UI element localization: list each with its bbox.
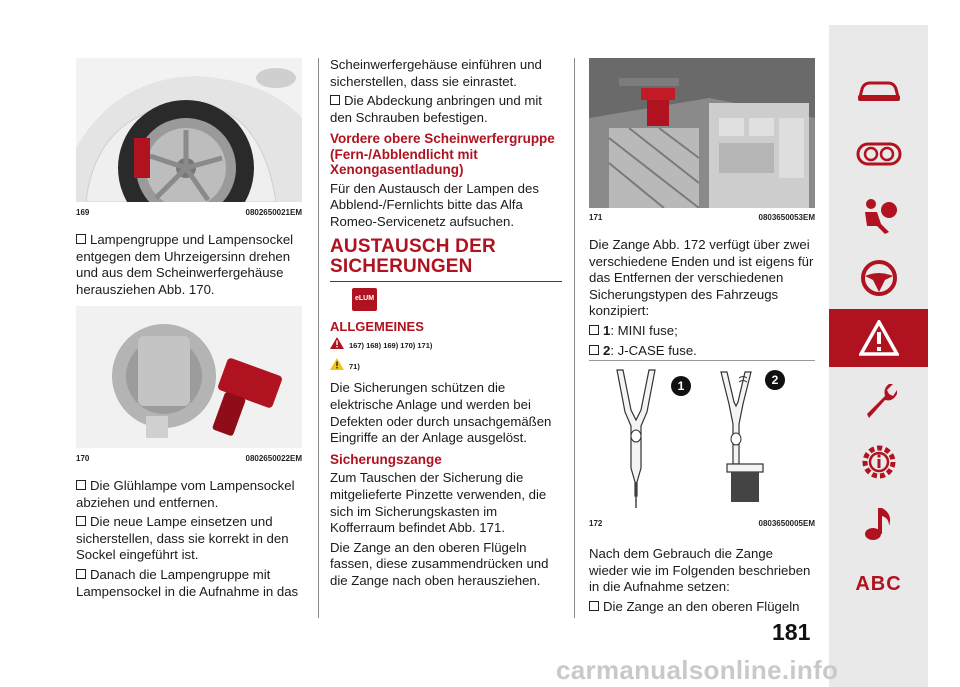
- paragraph: Nach dem Gebrauch die Zange wieder wie im Folgenden beschrieben in die Aufnahme setzen:: [589, 546, 811, 595]
- page-number: 181: [772, 619, 811, 645]
- sidebar-abc-label: ABC: [855, 572, 902, 595]
- figure-169-caption: [76, 208, 302, 217]
- figure-171-fuse-box: [589, 58, 815, 208]
- checkbox-bullet-icon: [76, 516, 86, 526]
- sidebar-warning-icon[interactable]: [829, 309, 928, 367]
- bullet-item: Die Zange an den oberen Flügeln: [589, 599, 815, 616]
- warning-reference-row-2: [330, 358, 562, 377]
- figure-172-code: 0803650005EM: [758, 519, 815, 528]
- bullet-item: Die Glühlampe vom Lampensockel abziehen und entfernen.: [76, 478, 295, 510]
- subsection-heading: Vordere obere Scheinwerfergruppe (Fern-/Abblendlicht mit Xenongasentladung): [330, 131, 555, 178]
- left-text-block-1: [76, 232, 302, 301]
- middle-column: [330, 57, 562, 592]
- bullet-item: Die Abdeckung anbringen und mit den Schrauben befestigen.: [330, 93, 542, 125]
- elum-badge-label: eLUM: [355, 295, 375, 303]
- figure-divider: [589, 360, 815, 361]
- watermark: carmanualsonline.info: [556, 655, 839, 685]
- checkbox-bullet-icon: [589, 345, 599, 355]
- figure-169-code: 0802650021EM: [245, 208, 302, 217]
- list-item-jcase-fuse: 2: J-CASE fuse.: [589, 343, 815, 360]
- figure-169-wheel-arch: [76, 58, 302, 202]
- figure-172-number: 172: [589, 519, 603, 528]
- figure-171-caption: [589, 213, 815, 222]
- sidebar-car-icon[interactable]: [829, 63, 928, 121]
- figure-169-number: 169: [76, 208, 90, 217]
- paragraph: Scheinwerfergehäuse einführen und sicherstellen, dass sie einrastet.: [330, 57, 542, 89]
- column-divider: [574, 58, 575, 618]
- section-rule: [330, 281, 562, 283]
- caution-triangle-icon: [330, 358, 344, 377]
- sidebar-music-note-icon[interactable]: [829, 495, 928, 553]
- marker-2: 2: [771, 373, 779, 387]
- checkbox-bullet-icon: [76, 480, 86, 490]
- puller-jcase-end: [721, 372, 763, 472]
- checkbox-bullet-icon: [76, 569, 86, 579]
- figure-170-lamp-socket: [76, 306, 302, 448]
- sidebar-steering-wheel-icon[interactable]: [829, 249, 928, 307]
- checkbox-bullet-icon: [589, 325, 599, 335]
- figure-171-code: 0803650053EM: [758, 213, 815, 222]
- sidebar-index-abc[interactable]: [829, 555, 928, 613]
- figure-172-caption: [589, 519, 815, 528]
- checkbox-bullet-icon: [330, 95, 340, 105]
- paragraph: Die Zange Abb. 172 verfügt über zwei verschiedene Enden und ist eigens für das Entfernen der verschiedenen Sicherungstypen des Fahrzeugs konzipiert:: [589, 237, 814, 319]
- checkbox-bullet-icon: [76, 234, 86, 244]
- subheading-allgemeines: ALLGEMEINES: [330, 318, 424, 334]
- section-title-line-1: AUSTAUSCH DER: [330, 235, 496, 257]
- left-text-block-2: [76, 478, 302, 603]
- sidebar-dashboard-icon[interactable]: [829, 125, 928, 183]
- paragraph: Die Sicherungen schützen die elektrische Anlage und werden bei Defekten oder durch unsachgemäßen Eingriffe an der Anlage ausgelöst.: [330, 380, 552, 446]
- bullet-item: Lampengruppe und Lampensockel entgegen dem Uhrzeigersinn drehen und aus dem Scheinwerfergehäuse herausziehen Abb. 170.: [76, 232, 294, 297]
- paragraph: Für den Austausch der Lampen des Abblend-/Fernlichts bitte das Alfa Romeo-Servicenetz aufsuchen.: [330, 180, 539, 230]
- sidebar-wrench-icon[interactable]: [829, 371, 928, 429]
- bullet-item: Die neue Lampe einsetzen und sicherstellen, dass sie korrekt in den Sockel eingeführt ist.: [76, 514, 289, 563]
- paragraph: Die Zange an den oberen Flügeln fassen, diese zusammendrücken und die Zange nach oben herausziehen.: [330, 539, 549, 588]
- figure-170-code: 0802650022EM: [245, 454, 302, 463]
- figure-170-caption: [76, 454, 302, 463]
- marker-1: 1: [677, 379, 685, 393]
- warning-refs-1: 167) 168) 169) 170) 171): [349, 341, 433, 351]
- paragraph: Zum Tauschen der Sicherung die mitgelieferte Pinzette verwenden, die sich im Sicherungskasten im Kofferraum befindet Abb. 171.: [330, 470, 547, 536]
- warning-triangle-icon: [330, 337, 344, 356]
- figure-172-fuse-puller: [589, 364, 815, 512]
- right-text-block-1: [589, 237, 815, 362]
- column-divider: [318, 58, 319, 618]
- section-title-line-2: SICHERUNGEN: [330, 255, 473, 277]
- subsection-heading-sicherungszange: Sicherungszange: [330, 451, 442, 467]
- figure-170-number: 170: [76, 454, 90, 463]
- warning-refs-2: 71): [349, 361, 360, 371]
- sidebar-info-gear-icon[interactable]: [829, 433, 928, 491]
- checkbox-bullet-icon: [589, 601, 599, 611]
- elum-badge: [352, 288, 377, 311]
- chapter-sidebar: [829, 25, 928, 687]
- list-item-mini-fuse: 1: MINI fuse;: [589, 323, 815, 340]
- right-text-block-2: [589, 546, 815, 618]
- warning-reference-row-1: [330, 337, 562, 356]
- figure-171-number: 171: [589, 213, 603, 222]
- bullet-item: Danach die Lampengruppe mit Lampensockel in die Aufnahme in das: [76, 566, 299, 599]
- sidebar-airbag-icon[interactable]: [829, 187, 928, 245]
